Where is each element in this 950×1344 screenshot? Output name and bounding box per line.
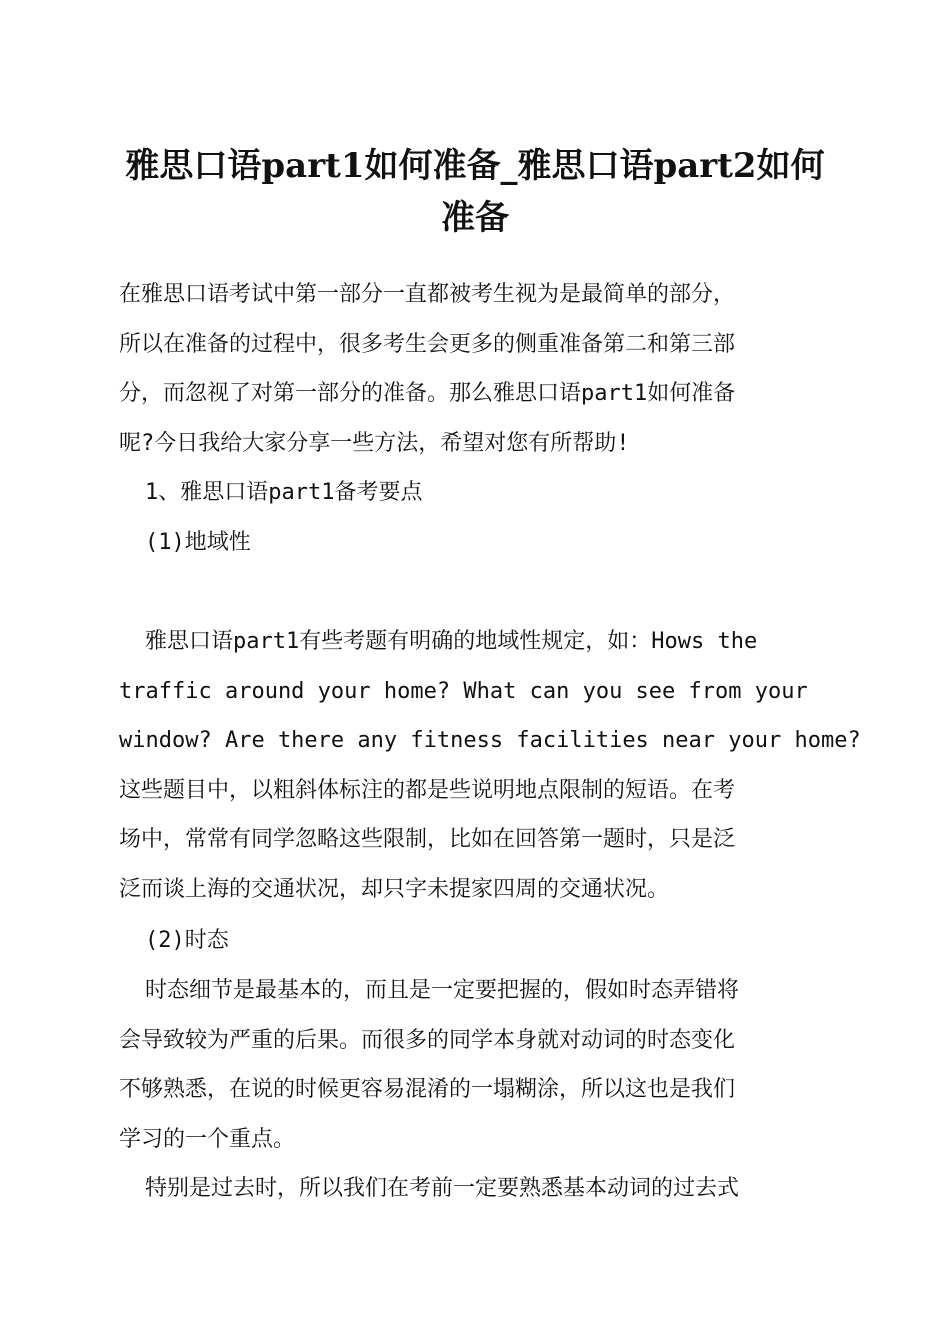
subsection-1-heading-text: (1)地域性 (145, 530, 251, 555)
subsection-2-heading-text: (2)时态 (145, 928, 229, 953)
intro-paragraph (119, 270, 835, 468)
paragraph-line: 雅思口语part1有些考题有明确的地域性规定，如：Hows the (145, 629, 758, 654)
paragraph-line: 时态细节是最基本的，而且是一定要把握的，假如时态弄错将 (145, 978, 740, 1003)
paragraph-line: 不够熟悉，在说的时候更容易混淆的一塌糊涂，所以这也是我们 (119, 1077, 736, 1102)
paragraph-line: traffic around your home? What can you see from your (119, 678, 808, 704)
paragraph-line: 泛而谈上海的交通状况，却只字未提家四周的交通状况。 (119, 876, 670, 902)
section-1-heading (145, 468, 861, 518)
intro-line: 呢?今日我给大家分享一些方法，希望对您有所帮助! (119, 430, 630, 456)
paragraph-line: 这些题目中，以粗斜体标注的都是些说明地点限制的短语。在考 (119, 777, 736, 803)
paragraph-line: 场中，常常有同学忽略这些限制，比如在回答第一题时，只是泛 (119, 827, 736, 852)
paragraph-1 (119, 617, 861, 914)
subsection-2-heading (145, 916, 861, 966)
document-title (100, 140, 850, 244)
paragraph-3 (119, 1164, 835, 1214)
intro-line: 所以在准备的过程中，很多考生会更多的侧重准备第二和第三部 (119, 331, 736, 357)
title-line-2: 准备 (441, 198, 509, 238)
paragraph-line: 会导致较为严重的后果。而很多的同学本身就对动词的时态变化 (119, 1027, 736, 1053)
paragraph-2 (119, 966, 835, 1164)
subsection-1-heading (145, 518, 861, 568)
intro-line: 分，而忽视了对第一部分的准备。那么雅思口语part1如何准备 (119, 381, 736, 406)
paragraph-line: 学习的一个重点。 (119, 1126, 296, 1152)
intro-line: 在雅思口语考试中第一部分一直都被考生视为是最简单的部分， (119, 282, 736, 307)
title-line-1: 雅思口语part1如何准备_雅思口语part2如何 (125, 146, 825, 186)
paragraph-line: window? Are there any fitness facilities near your home? (119, 728, 861, 753)
paragraph-line: 特别是过去时，所以我们在考前一定要熟悉基本动词的过去式 (145, 1176, 740, 1201)
section-1-heading-text: 1、雅思口语part1备考要点 (145, 480, 423, 505)
